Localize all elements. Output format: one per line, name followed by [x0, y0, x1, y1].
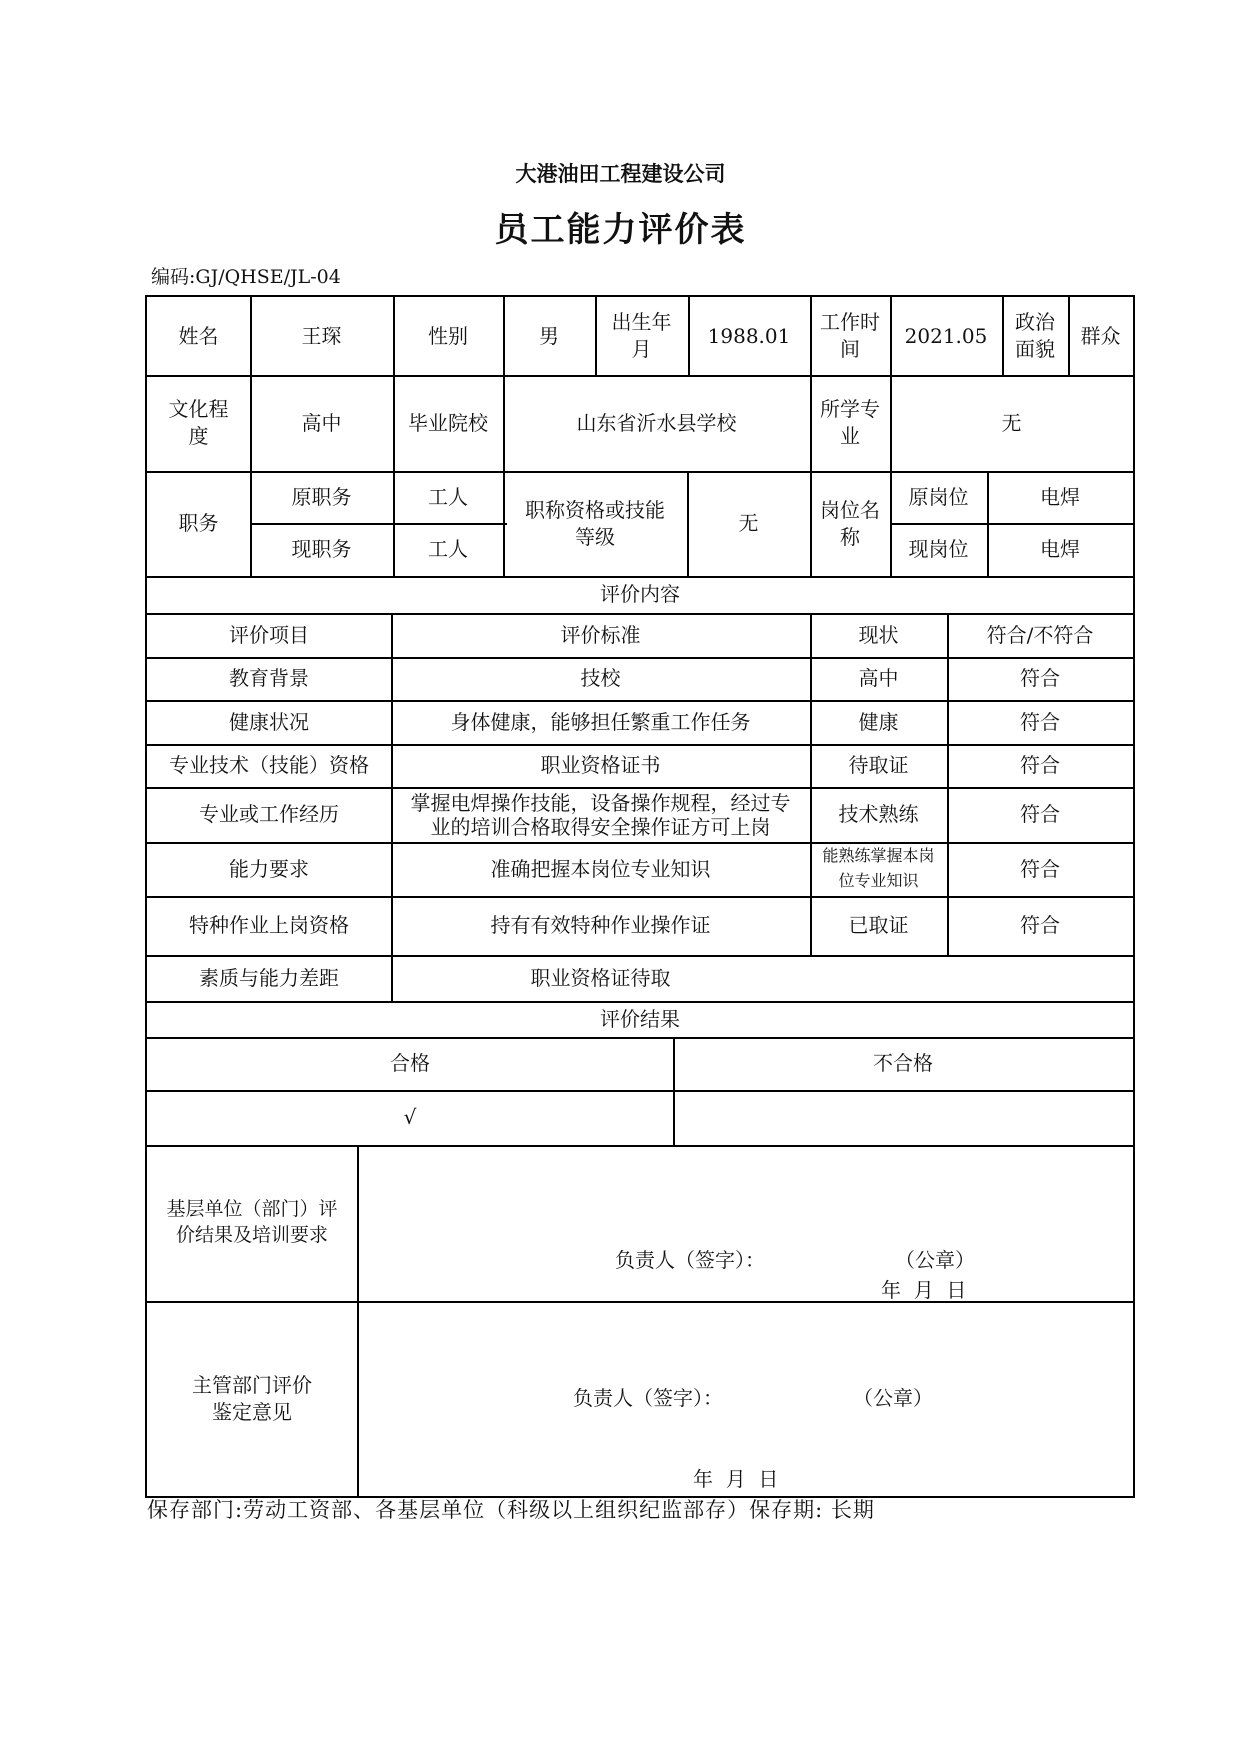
row-item: 专业技术（技能）资格 [169, 753, 369, 777]
row-item: 专业或工作经历 [199, 802, 339, 826]
header-status: 现状 [858, 622, 899, 647]
row-result: 符合 [1020, 753, 1060, 777]
birth-label: 出生年月 [611, 310, 672, 361]
new-duty-value: 工人 [428, 537, 468, 561]
form-title: 员工能力评价表 [494, 210, 747, 250]
post-label: 岗位名称 [820, 497, 880, 549]
dept-signature-label: 负责人（签字）： [573, 1386, 723, 1410]
name-value: 王琛 [301, 323, 342, 348]
new-post-label: 现岗位 [908, 537, 969, 561]
row-status: 已取证 [848, 913, 909, 937]
old-duty-value: 工人 [428, 484, 468, 509]
row-item: 特种作业上岗资格 [189, 913, 349, 937]
political-label: 政治面貌 [1015, 310, 1055, 361]
major-label: 所学专业 [820, 397, 880, 448]
row-result: 符合 [1020, 802, 1060, 826]
row-standard: 掌握电焊操作技能，设备操作规程，经过专业的培训合格取得安全操作证方可上岗 [410, 790, 791, 839]
row-standard: 持有有效特种作业操作证 [490, 913, 711, 937]
form-code: 编码:GJ/QHSE/JL-04 [151, 266, 341, 288]
evaluation-section-title: 评价内容 [600, 582, 680, 606]
row-item: 能力要求 [229, 856, 309, 881]
row-result: 符合 [1020, 856, 1060, 881]
fail-label: 不合格 [873, 1051, 933, 1075]
dept-opinion-label: 主管部门评价鉴定意见 [192, 1372, 312, 1424]
unit-date-label: 年 月 日 [881, 1278, 967, 1302]
old-duty-label: 原职务 [291, 484, 352, 509]
row-result: 符合 [1020, 709, 1060, 734]
row-item: 教育背景 [229, 666, 309, 690]
row-status: 高中 [858, 666, 899, 690]
old-post-label: 原岗位 [908, 484, 969, 509]
row-result: 符合 [1020, 913, 1060, 937]
row-status: 健康 [858, 709, 899, 734]
gap-label: 素质与能力差距 [199, 965, 339, 990]
row-status: 能熟练掌握本岗位专业知识 [822, 846, 935, 890]
retention-footer: 保存部门:劳动工资部、各基层单位（科级以上组织纪监部存）保存期: 长期 [147, 1498, 875, 1522]
company-name: 大港油田工程建设公司 [515, 162, 726, 186]
name-label: 姓名 [178, 323, 219, 348]
qualification-label: 职称资格或技能等级 [525, 497, 665, 549]
qualification-value: 无 [738, 511, 759, 535]
gap-value: 职业资格证待取 [530, 965, 671, 990]
row-standard: 准确把握本岗位专业知识 [490, 856, 711, 881]
gender-value: 男 [539, 323, 559, 348]
pass-checkmark: √ [403, 1105, 417, 1129]
major-value: 无 [1001, 410, 1022, 435]
unit-seal-label: （公章） [895, 1248, 975, 1272]
row-standard: 身体健康，能够担任繁重工作任务 [450, 709, 751, 734]
school-value: 山东省沂水县学校 [576, 410, 737, 435]
row-item: 健康状况 [229, 709, 309, 734]
header-result: 符合/不符合 [986, 622, 1094, 647]
gender-label: 性别 [428, 323, 468, 348]
unit-signature-label: 负责人（签字）： [615, 1248, 765, 1272]
header-standard: 评价标准 [560, 622, 641, 647]
new-post-value: 电焊 [1040, 537, 1080, 561]
row-status: 待取证 [848, 753, 909, 777]
education-value: 高中 [301, 410, 342, 435]
old-post-value: 电焊 [1040, 484, 1080, 509]
dept-date-label: 年 月 日 [693, 1467, 779, 1491]
row-standard: 职业资格证书 [540, 753, 661, 777]
row-status: 技术熟练 [838, 802, 919, 826]
school-label: 毕业院校 [408, 410, 488, 435]
work-time-label: 工作时间 [820, 310, 880, 361]
row-result: 符合 [1020, 666, 1060, 690]
new-duty-label: 现职务 [291, 537, 352, 561]
pass-label: 合格 [390, 1051, 430, 1075]
education-label: 文化程度 [168, 397, 229, 448]
result-section-title: 评价结果 [600, 1006, 680, 1031]
duty-label: 职务 [178, 511, 219, 535]
evaluation-form [145, 295, 1135, 1498]
fail-mark [673, 1090, 1133, 1145]
political-value: 群众 [1080, 323, 1121, 348]
birth-value: 1988.01 [707, 323, 791, 348]
dept-seal-label: （公章） [853, 1386, 933, 1410]
header-item: 评价项目 [229, 622, 309, 647]
row-standard: 技校 [580, 666, 621, 690]
work-time-value: 2021.05 [904, 323, 988, 348]
unit-opinion-label: 基层单位（部门）评价结果及培训要求 [166, 1198, 338, 1246]
